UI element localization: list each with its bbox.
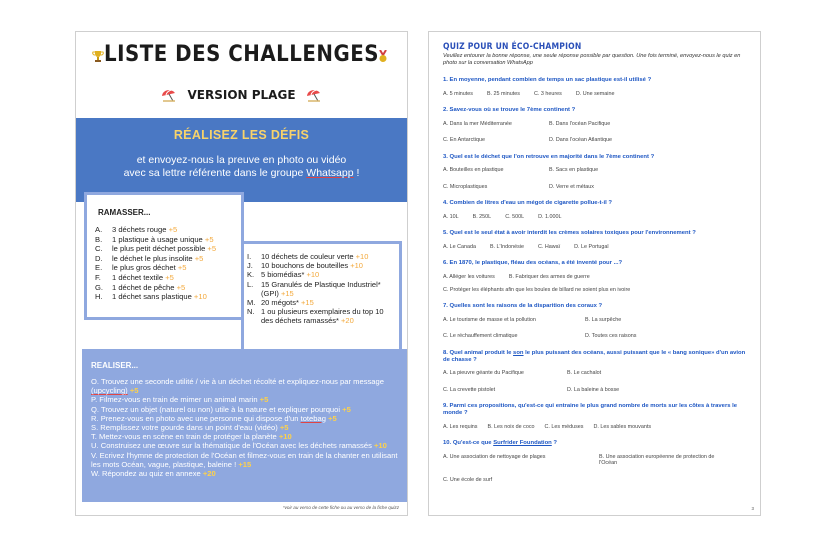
- answer-option[interactable]: D. 1.000L: [538, 213, 562, 220]
- instructions-banner: [76, 118, 407, 202]
- answer-option[interactable]: C. 3 heures: [533, 90, 562, 97]
- answer-option[interactable]: A. Alléger les voitures: [443, 273, 495, 280]
- item-points: +5: [207, 244, 217, 254]
- answer-row: [443, 244, 753, 251]
- item-text: T. Mettez-vous en scène en train de protéger la planète: [91, 432, 279, 442]
- quiz-question: [443, 200, 753, 220]
- answer-row: [443, 214, 753, 221]
- collect-title: RAMASSER...: [98, 208, 151, 217]
- answer-option[interactable]: B. 25 minutes: [486, 90, 520, 97]
- item-points: +5: [194, 253, 204, 263]
- answer-option[interactable]: D. Les sables mouvants: [593, 423, 652, 430]
- item-text: V. Ecrivez l'hymne de protection de l'Océan et filmez-vous en train de la chanter en utilisant les mots Océan, vague, plastique, baleine !: [91, 450, 398, 469]
- answer-option[interactable]: B. 250L: [472, 213, 492, 220]
- page-number: 3: [751, 506, 754, 511]
- banner-text-part: !: [353, 167, 360, 179]
- answer-grid: [443, 121, 753, 144]
- item-letter: B.: [95, 234, 103, 244]
- answer-option[interactable]: A. Le tourisme de masse et la pollution: [443, 316, 536, 323]
- item-points: +10: [355, 252, 369, 261]
- item-points: +15: [281, 288, 294, 298]
- collect-box: [84, 192, 244, 320]
- achieve-title: REALISER...: [91, 361, 139, 370]
- list-item: [91, 423, 401, 432]
- question-text: [443, 350, 753, 364]
- quiz-question: [443, 230, 753, 250]
- achieve-box: [82, 349, 407, 502]
- answer-grid: [443, 317, 753, 340]
- item-text: 10 déchets de couleur verte: [261, 252, 356, 261]
- quiz-question: [443, 403, 753, 430]
- item-letter: N.: [247, 307, 255, 317]
- question-underlined: son: [513, 349, 524, 356]
- list-item: [87, 244, 241, 254]
- item-points: +5: [165, 272, 174, 282]
- list-item: [87, 225, 241, 235]
- achieve-list: [82, 377, 407, 478]
- list-item: [91, 395, 401, 404]
- answer-option[interactable]: D. La baleine à bosse: [567, 386, 620, 393]
- item-letter: C.: [95, 244, 103, 254]
- question-text: 9. Parmi ces propositions, qu'est-ce qui entraine le plus grand nombre de morts sur les côtes à travers le monde ?: [443, 403, 738, 416]
- answer-option[interactable]: C. Protéger les éléphants afin que les boules de billard ne soient plus en ivoire: [443, 286, 631, 293]
- list-item: [87, 254, 241, 264]
- collect-more-box: [241, 241, 402, 364]
- answer-option[interactable]: C. Microplastiques: [443, 183, 488, 190]
- answer-option[interactable]: A. 5 minutes: [443, 90, 473, 97]
- question-text: 5. Quel est le seul état à avoir interdit les crèmes solaires toxiques pour l'environnement ?: [443, 230, 696, 236]
- answer-option[interactable]: C. Les méduses: [544, 423, 584, 430]
- page-title: LISTE DES CHALLENGES: [104, 42, 379, 67]
- quiz-question: [443, 107, 753, 144]
- item-text: 3 déchets rouge: [112, 225, 169, 234]
- quiz-question: [443, 303, 753, 340]
- item-text: Q. Trouvez un objet (naturel ou non) utile à la nature et expliquer pourquoi: [91, 404, 343, 414]
- subtitle-row: [76, 86, 407, 104]
- whatsapp-word: Whatsapp: [306, 167, 354, 179]
- list-item: [244, 270, 399, 279]
- banner-text-part: avec sa lettre référente dans le groupe: [123, 167, 307, 179]
- list-item: [91, 469, 401, 478]
- item-text: le déchet le plus insolite: [112, 253, 195, 263]
- beach-umbrella-icon: [306, 88, 322, 102]
- item-points: +5: [176, 282, 186, 292]
- list-item: [244, 298, 399, 307]
- answer-option[interactable]: B. Dans l'océan Pacifique: [549, 120, 611, 127]
- list-item: [91, 405, 401, 414]
- list-item: [244, 252, 399, 261]
- item-text: le plus petit déchet possible: [112, 244, 208, 254]
- item-text: S. Remplissez votre gourde dans un point d'eau (vidéo): [91, 423, 280, 433]
- collect-more-list: [244, 252, 399, 326]
- answer-option[interactable]: A. Dans la mer Méditerranée: [443, 120, 512, 127]
- item-points: +20: [341, 316, 354, 326]
- list-item: [91, 451, 401, 469]
- item-points: +5: [177, 263, 187, 273]
- answer-option[interactable]: B. Le cachalot: [567, 370, 602, 376]
- medal-icon: [377, 50, 389, 66]
- answer-option[interactable]: B. La surpêche: [585, 316, 622, 323]
- item-text: P. Filmez-vous en train de mimer un animal marin: [91, 395, 260, 405]
- list-item: [87, 292, 241, 302]
- quiz-question: [443, 154, 753, 191]
- answer-row: [443, 287, 753, 294]
- answer-option[interactable]: D. Toutes ces raisons: [585, 333, 637, 339]
- answer-option[interactable]: A. Bouteilles en plastique: [443, 167, 504, 173]
- answer-option[interactable]: C. La crevette pistolet: [443, 386, 496, 393]
- question-part: ?: [551, 440, 558, 446]
- list-item: [244, 261, 399, 270]
- question-text: 6. En 1870, le plastique, fléau des océans, a été inventé pour ...?: [443, 260, 623, 266]
- item-points: +5: [168, 225, 178, 234]
- list-item: [87, 263, 241, 273]
- item-points: +15: [238, 459, 252, 469]
- item-text: U. Construisez une œuvre sur la thématique de l'Océan avec les déchets ramassés: [91, 441, 374, 451]
- list-item: [91, 377, 401, 395]
- item-text: 1 ou plusieurs exemplaires du top 10 des déchets ramassés*: [261, 307, 384, 326]
- footnote: *voir au verso de cette fiche ou au verso de la fiche quizz: [282, 505, 399, 510]
- list-item: [87, 273, 241, 283]
- item-text: 5 biomédias*: [261, 270, 307, 280]
- answer-row: [443, 91, 753, 98]
- item-letter: H.: [95, 292, 103, 302]
- banner-line: et envoyez-nous la preuve en photo ou vidéo: [136, 154, 347, 166]
- answer-option[interactable]: A. Une association de nettoyage de plages: [443, 453, 546, 460]
- answer-option[interactable]: D. Le Portugal: [574, 243, 609, 250]
- answer-option[interactable]: A. Les requins: [443, 423, 478, 430]
- item-text: 1 déchet textile: [112, 272, 166, 282]
- item-letter: F.: [95, 272, 101, 282]
- question-part: 8. Quel animal produit le: [443, 349, 514, 356]
- item-text: W. Répondez au quiz en annexe: [91, 469, 203, 479]
- question-text: 2. Savez-vous où se trouve le 7ème continent ?: [443, 107, 576, 113]
- beach-umbrella-icon: [161, 88, 177, 102]
- list-item: [87, 283, 241, 293]
- item-text: 15 Granulés de Plastique Industriel* (GPI): [261, 279, 381, 298]
- question-underlined: Surfrider Foundation: [493, 440, 552, 446]
- item-underlined: totebag: [300, 413, 326, 423]
- item-points: +5: [204, 234, 214, 244]
- item-text: 10 bouchons de bouteilles: [261, 261, 351, 271]
- item-text: 1 déchet de pêche: [112, 282, 177, 292]
- item-text: O. Trouvez une seconde utilité / vie à un déchet récolté et expliquez-nous par message: [91, 377, 384, 386]
- answer-grid: [443, 454, 753, 484]
- answer-option[interactable]: C. Le réchauffement climatique: [443, 333, 518, 339]
- list-item: [244, 307, 399, 325]
- list-item: [244, 280, 399, 298]
- answer-option[interactable]: B. Une association européenne de protection de l'Océan: [599, 453, 715, 466]
- answer-grid: [443, 167, 753, 190]
- item-points: +5: [259, 395, 269, 405]
- answer-option[interactable]: C. 500L: [505, 213, 525, 220]
- quiz-intro: Veuillez entourer la bonne réponse, une seule réponse possible par question. Une fois terminé, envoyez-nous le quiz en photo sur la conversation WhatsApp: [443, 53, 741, 66]
- item-letter: M.: [247, 298, 256, 308]
- item-letter: E.: [95, 263, 103, 273]
- answer-option[interactable]: C. Une école de surf: [443, 476, 493, 483]
- answer-grid: [443, 370, 753, 393]
- collect-list: [87, 225, 241, 302]
- item-points: +5: [279, 423, 289, 433]
- quiz-question: [443, 350, 753, 394]
- item-points: +15: [301, 298, 314, 308]
- item-text: 20 mégots*: [261, 298, 302, 308]
- item-text: 1 déchet sans plastique: [112, 292, 194, 302]
- question-part: 10. Qu'est-ce que: [443, 440, 494, 446]
- question-text: 1. En moyenne, pendant combien de temps un sac plastique est-il utilisé ?: [443, 77, 652, 83]
- quiz-question: [443, 440, 753, 483]
- answer-option[interactable]: B. Les noix de coco: [487, 423, 535, 430]
- quiz-question: [443, 77, 753, 97]
- item-points: +10: [193, 292, 207, 302]
- challenges-page: [75, 31, 408, 516]
- answer-option[interactable]: B. Sacs en plastique: [549, 167, 599, 173]
- answer-option[interactable]: B. Fabriquer des armes de guerre: [508, 273, 590, 280]
- answer-option[interactable]: C. En Antarctique: [443, 137, 485, 143]
- list-item: [91, 432, 401, 441]
- question-part: le plus puissant des océans, aussi puissant que le « bang sonique» d'un avion de chasse ?: [443, 349, 746, 363]
- answer-option[interactable]: A. 10L: [443, 213, 459, 220]
- answer-option[interactable]: A. La pieuvre géante du Pacifique: [443, 370, 524, 376]
- item-letter: I.: [247, 252, 252, 261]
- item-text: R. Prenez-vous en photo avec une personne qui dispose d'un: [91, 413, 301, 423]
- banner-text: [76, 154, 407, 180]
- item-points: +5: [342, 404, 351, 414]
- item-underlined: (upcycling): [91, 386, 128, 396]
- item-letter: K.: [247, 270, 255, 280]
- answer-option[interactable]: A. Le Canada: [443, 243, 476, 250]
- banner-heading: RÉALISEZ LES DÉFIS: [173, 128, 310, 142]
- quiz-questions: [443, 77, 753, 493]
- item-letter: D.: [95, 253, 103, 263]
- question-text: [443, 440, 753, 447]
- item-points: +10: [373, 441, 387, 451]
- answer-option[interactable]: D. Verre et métaux: [549, 183, 594, 190]
- answer-option[interactable]: C. Hawaï: [537, 243, 561, 250]
- item-points: +10: [306, 270, 320, 280]
- item-letter: L.: [247, 279, 254, 289]
- item-letter: G.: [95, 282, 104, 292]
- answer-option[interactable]: B. L'Indonésie: [489, 243, 524, 250]
- item-letter: J.: [247, 261, 253, 271]
- item-text: le plus gros déchet: [112, 263, 178, 273]
- item-points: +5: [328, 413, 337, 423]
- item-text: 1 plastique à usage unique: [112, 234, 205, 244]
- item-points: +20: [202, 469, 216, 479]
- item-points: +10: [278, 432, 292, 442]
- quiz-question: [443, 260, 753, 293]
- item-points: +5: [129, 386, 139, 396]
- quiz-page: [428, 31, 761, 516]
- question-text: 3. Quel est le déchet que l'on retrouve en majorité dans le 7ème continent ?: [443, 153, 655, 160]
- page-subtitle: VERSION PLAGE: [187, 88, 296, 102]
- banner-line: [76, 167, 407, 180]
- item-points: +10: [350, 261, 363, 271]
- question-text: 4. Combien de litres d'eau un mégot de cigarette pollue-t-il ?: [443, 200, 612, 206]
- list-item: [91, 441, 401, 450]
- answer-row: [443, 274, 753, 281]
- list-item: [91, 414, 401, 423]
- item-letter: A.: [95, 225, 103, 234]
- answer-option[interactable]: D. Une semaine: [575, 90, 615, 97]
- quiz-title: QUIZ POUR UN ÉCO-CHAMPION: [443, 42, 582, 52]
- answer-option[interactable]: D. Dans l'océan Atlantique: [549, 137, 613, 143]
- list-item: [87, 235, 241, 245]
- question-text: 7. Quelles sont les raisons de la disparition des coraux ?: [443, 303, 603, 309]
- answer-row: [443, 424, 753, 431]
